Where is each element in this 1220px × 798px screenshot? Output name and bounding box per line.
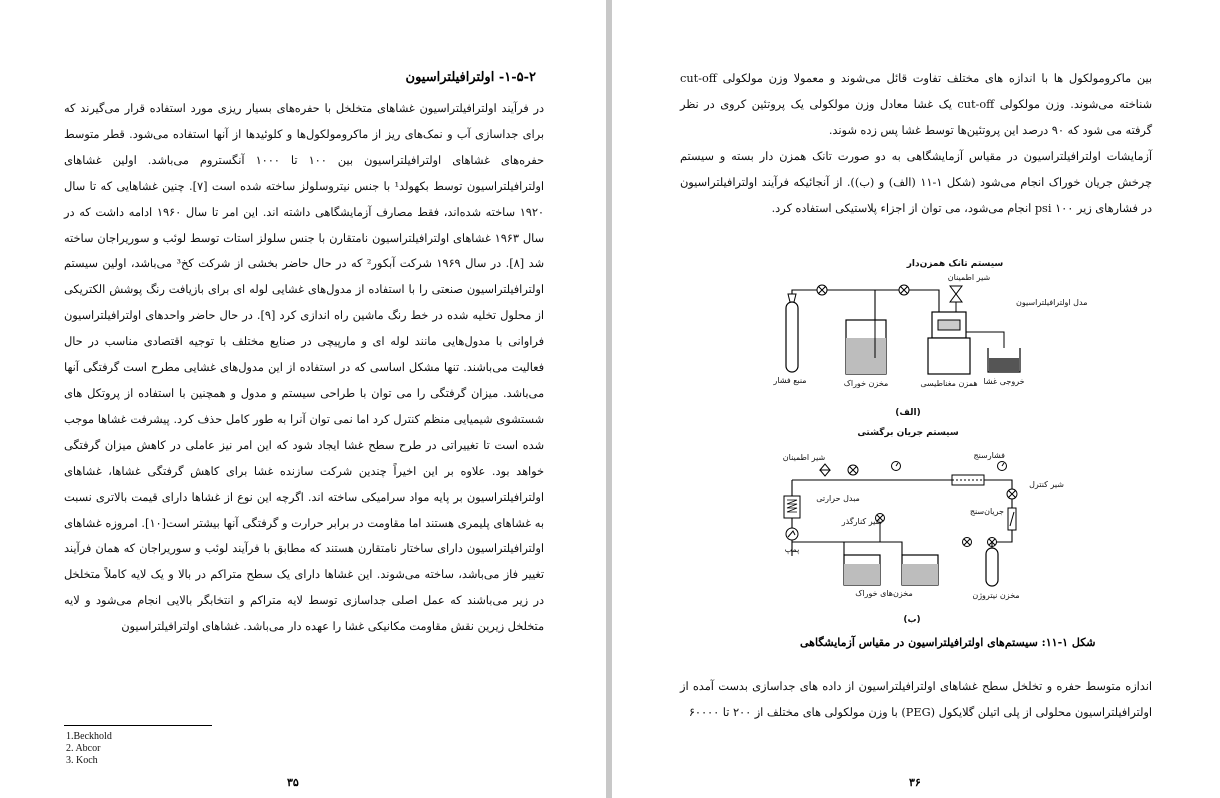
label-pressure-source: منبع فشار [773,376,807,385]
feed-tank-icon [844,555,880,585]
right-paragraph-3: اندازه متوسط حفره و تخلخل سطح غشاهای اولترافیلتراسیون از داده های جداسازی بدست آمده از اولترافیلتراسیون محلولی از پلی اتیلن گلایکول (PEG) با وزن مولکولی های مختلف از ۲۰۰ تا ۶۰۰۰۰ [680,680,1152,719]
valve-icon [963,538,972,547]
right-body-top [680,66,1152,221]
relief-valve-icon [950,286,962,302]
label-relief-valve-a: شیر اطمینان [947,273,991,282]
fig-b-title: سیستم جریان برگشتی [857,428,959,438]
permeate-container-icon [988,348,1020,372]
fig-b-label: (ب) [903,615,921,625]
left-page [0,0,606,798]
pump-icon [786,528,798,540]
page-number-right: ۳۶ [909,776,921,789]
page-number-left: ۳۵ [287,776,299,789]
label-nitrogen-tank: مخزن نیتروژن [972,591,1020,600]
label-heat-exchanger: مبدل حرارتی [816,494,860,503]
footnotes [66,731,112,767]
right-paragraph-2: آزمایشات اولترافیلتراسیون در مقیاس آزمایشگاهی به دو صورت تانک همزن دار بسته و سیستم چرخش جریان خوراک انجام می‌شود (شکل ۱-۱۱ (الف) و (ب)). از آنجائیکه فرآیند اولترافیلتراسیون در فشارهای زیر ۱۰۰ psi انجام می‌شود، می توان از اجزاء پلاستیکی استفاده کرد. [680,149,1153,215]
label-uf-module: مدل اولترافیلتراسیون [1016,298,1088,307]
control-valve-icon [1007,489,1017,499]
flowmeter-icon [1008,508,1016,530]
pressure-gauge-icon [892,462,901,471]
heat-exchanger-icon [784,496,800,518]
fig-a-title: سیستم تانک همزن‌دار [906,259,1004,269]
valve-icon [817,285,827,295]
pressure-gauge-icon [998,462,1007,471]
footnote-divider [64,725,212,726]
label-permeate-out: خروجی غشا [983,377,1025,386]
label-relief-valve-b: شیر اطمینان [782,453,826,462]
relief-valve-icon [820,464,830,476]
figure-caption: شکل ۱-۱۱: سیستم‌های اولترافیلتراسیون در مقیاس آزمایشگاهی [800,636,1096,649]
label-pressure-gauge: فشارسنج [973,451,1005,460]
valve-icon [848,465,858,475]
label-feed-tanks: مخزن‌های خوراک [855,589,913,598]
label-feed-tank: مخزن خوراک [843,379,889,388]
gas-cylinder-icon [786,294,798,372]
nitrogen-cylinder-icon [986,548,998,586]
right-page [612,0,1220,798]
section-heading: ۱-۵-۲- اولترافیلتراسیون [405,70,536,85]
figure-ultrafiltration-systems [612,250,1220,630]
label-bypass-valve: شیر کنارگذر [841,517,883,526]
footnote-3: 3. Koch [66,755,98,766]
right-paragraph-1: بین ماکرومولکول ها با اندازه های مختلف تفاوت قائل می‌شوند و معمولا وزن مولکولی cut-off شناخته می‌شوند. وزن مولکولی cut-off یک غشا معادل وزن مولکولی یک پروتئین کروی در نظر گرفته می شود که ۹۰ درصد این پروتئین‌ها توسط غشا پس زده شوند. [680,72,1152,137]
left-body-text [64,96,544,720]
stirred-cell-icon [928,312,970,374]
label-pump: پمپ [784,545,800,554]
feed-tank-icon [902,555,938,585]
left-paragraph: در فرآیند اولترافیلتراسیون غشاهای متخلخل با حفره‌های بسیار ریزی مورد استفاده قرار می‌گیرند که برای جداسازی آب و نمک‌های ریز از ماکرومولکول‌ها و کلوئیدها از آنها استفاده می‌شود. قطر متوسط حفره‌های غشاهای اولترافیلتراسیون بین ۱۰۰ تا ۱۰۰۰ آنگستروم می‌باشد. اولین غشاهای اولترافیلتراسیون توسط بکهولد¹ با جنس نیتروسلولز ساخته شده است [۷]. چنین غشاهایی که تا سال ۱۹۲۰ ساخته شده‌اند، فقط مصارف آزمایشگاهی داشته اند. این امر تا سال ۱۹۶۰ ادامه داشت که در سال ۱۹۶۳ غشاهای اولترافیلتراسیون نامتقارن با جنس سلولز استات توسط لوئب و سوریراجان ساخته شد [۸]. در سال ۱۹۶۹ شرکت آبکور² که در حال حاضر بخشی از شرکت کخ³ می‌باشد، اولین سیستم اولترافیلتراسیون صنعتی را با استفاده از مدول‌های غشایی لوله ای برای بازیافت رنگ پوشش الکتریکی از محلول تخلیه شده در خط رنگ ماشین راه اندازی کرد [۹]. در حال حاضر واحدهای اولترافیلتراسیون فراوانی با مدول‌هایی مانند لوله ای و مارپیچی در صنایع مختلف با توجیه اقتصادی مناسب در حال فعالیت می‌باشند. تنها مشکل اساسی که در استفاده از این مدول‌های غشایی مطرح است گرفتگی آنها می‌باشد. میزان گرفتگی را می توان با طراحی سیستم و مدول و همچنین با استفاده از پروتکل های شستشوی شیمیایی منظم کنترل کرد اما نمی توان آنرا به طور کامل حذف کرد. پیشرفت غشاها موجب شده است تا تغییراتی در طرح سطح غشا ایجاد شود که این امر نیز عاملی در کاهش میزان گرفتگی خواهد بود. علاوه بر این اخیراً چندین شرکت سازنده غشا برای کاهش گرفتگی غشاها، غشاهای اولترافیلتراسیون بر پایه مواد سرامیکی ساخته اند. اگرچه این نوع از غشاها دارای قیمت بالاتری نسبت به غشاهای پلیمری هستند اما مقاومت در برابر حرارت و گرفتگی آنها بیشتر است[۱۰]. امروزه غشاهای اولترافیلتراسیون دارای ساختار نامتقارن هستند که مطابق با فرآیند لوئب و سوریراجان که همان فرآیند تغییر فاز می‌باشد، ساخته می‌شوند. این غشاها دارای یک سطح متراکم در بالا و یک لایه کاملاً متخلخل در زیر می‌باشند که عمل اصلی جداسازی توسط لایه متراکم و انتخابگر بالایی انجام می‌شود و لایه متخلخل زیرین نقش مقاومت مکانیکی غشا را عهده دار می‌باشد. غشاهای اولترافیلتراسیون [64,102,545,634]
feed-tank-icon [846,320,886,374]
footnote-1: 1.Beckhold [66,731,112,742]
label-flowmeter: جریان‌سنج [969,507,1004,516]
fig-a-label: (الف) [895,408,921,418]
right-body-bottom [680,674,1152,726]
label-control-valve: شیر کنترل [1029,480,1064,489]
footnote-2: 2. Abcor [66,743,101,754]
valve-icon [899,285,909,295]
uf-module-icon [952,475,984,485]
label-magnetic-stirrer: همزن مغناطیسی [920,379,978,388]
